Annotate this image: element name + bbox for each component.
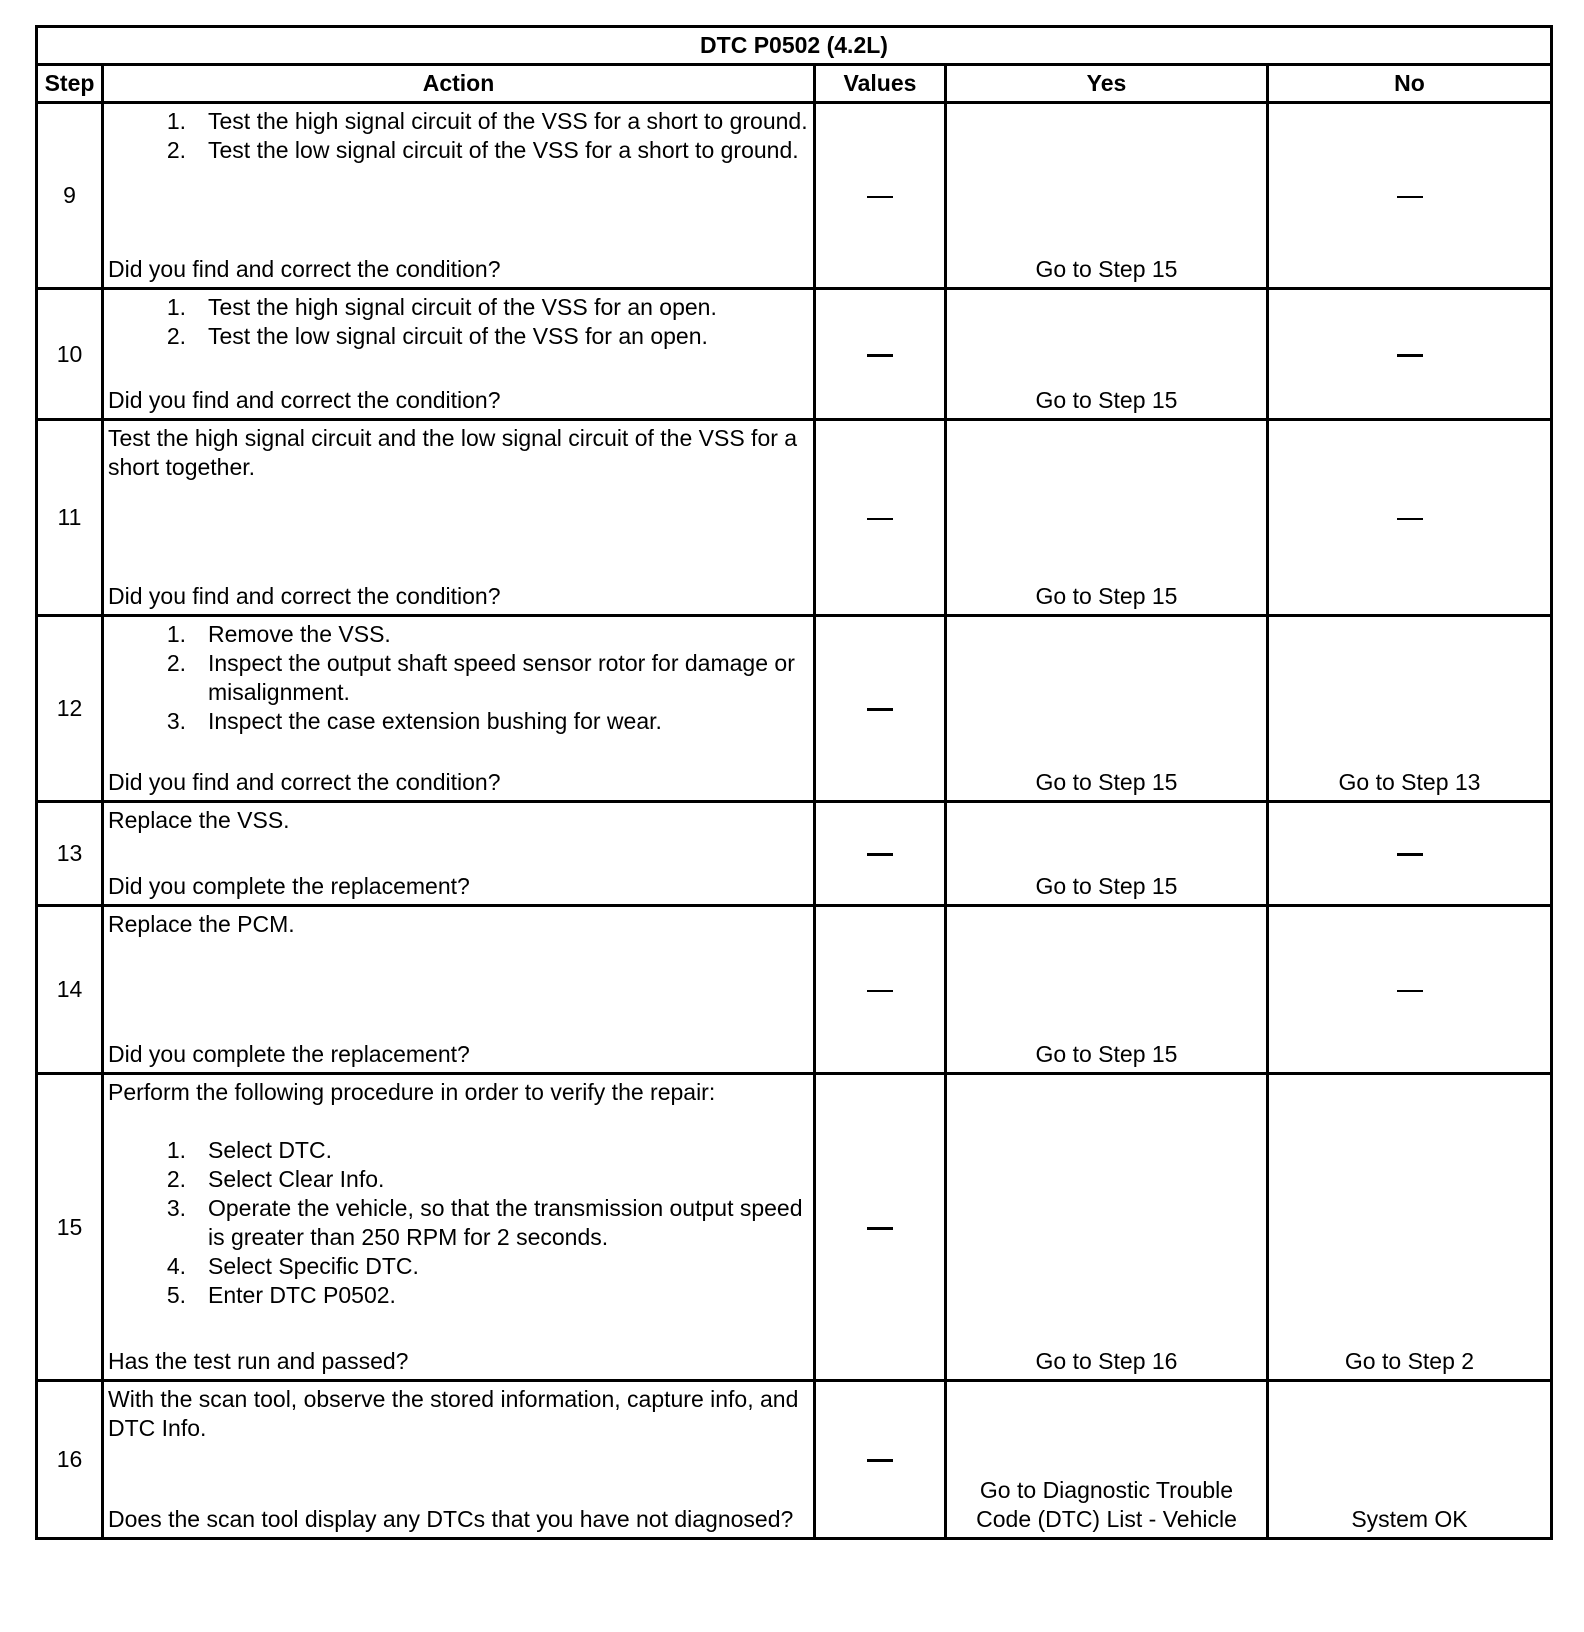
step-item-text: Remove the VSS. (208, 621, 391, 647)
header-no: No (1268, 65, 1552, 103)
step-item-text: Select DTC. (208, 1137, 332, 1163)
action-content (108, 293, 809, 415)
no-cell (1268, 1074, 1552, 1381)
action-question: Did you find and correct the condition? (108, 256, 501, 282)
yes-cell (946, 1381, 1268, 1539)
action-body (108, 806, 809, 835)
yes-content (951, 910, 1262, 1069)
yes-text: Go to Step 15 (1035, 769, 1178, 795)
action-steps-list (108, 107, 809, 165)
values-cell (815, 1074, 946, 1381)
action-question: Did you find and correct the condition? (108, 769, 501, 795)
yes-content (951, 806, 1262, 901)
yes-content (951, 424, 1262, 611)
step-number: 11 (37, 420, 103, 616)
table-title: DTC P0502 (4.2L) (37, 27, 1552, 65)
action-intro: Perform the following procedure in order to verify the repair: (108, 1079, 716, 1105)
table-row (37, 616, 1552, 802)
step-item-text: Operate the vehicle, so that the transmission output speed is greater than 250 RPM for 2 seconds. (208, 1195, 803, 1250)
action-content (108, 107, 809, 284)
step-item-number: 2. (166, 323, 186, 349)
action-question: Did you find and correct the condition? (108, 583, 501, 609)
action-intro: Replace the VSS. (108, 807, 290, 833)
no-cell (1268, 802, 1552, 906)
action-step-item (108, 107, 809, 136)
step-item-number: 2. (166, 137, 186, 163)
yes-cell (946, 802, 1268, 906)
action-question: Does the scan tool display any DTCs that you have not diagnosed? (108, 1506, 794, 1532)
values-cell (815, 103, 946, 289)
action-step-item (108, 1252, 809, 1281)
action-cell (103, 1074, 815, 1381)
table-row (37, 802, 1552, 906)
yes-text: Go to Step 15 (1035, 873, 1178, 899)
no-cell (1268, 289, 1552, 420)
no-cell (1268, 420, 1552, 616)
step-item-number: 2. (166, 650, 186, 676)
yes-content (951, 1078, 1262, 1376)
step-item-text: Inspect the case extension bushing for wear. (208, 708, 662, 734)
yes-text: Go to Step 15 (1035, 387, 1178, 413)
step-item-number: 5. (166, 1282, 186, 1308)
no-dash (1397, 853, 1423, 856)
values-dash (867, 1459, 893, 1462)
values-cell (815, 289, 946, 420)
action-question: Has the test run and passed? (108, 1348, 409, 1374)
values-dash (867, 853, 893, 856)
action-body (108, 107, 809, 165)
yes-content (951, 620, 1262, 797)
action-step-item (108, 136, 809, 165)
action-step-item (108, 1194, 809, 1252)
action-step-item (108, 620, 809, 649)
action-body (108, 910, 809, 939)
no-content (1273, 1385, 1546, 1534)
values-dash (867, 1227, 893, 1230)
yes-text: Go to Step 16 (1035, 1348, 1178, 1374)
action-content (108, 806, 809, 901)
yes-text: Go to Diagnostic Trouble Code (DTC) List - Vehicle (976, 1477, 1237, 1532)
table-row (37, 1381, 1552, 1539)
no-content (1273, 1078, 1546, 1376)
yes-cell (946, 289, 1268, 420)
yes-cell (946, 420, 1268, 616)
action-body (108, 293, 809, 351)
values-dash (867, 354, 893, 357)
no-cell (1268, 1381, 1552, 1539)
dtc-table (35, 25, 1553, 1540)
table-row (37, 289, 1552, 420)
values-cell (815, 802, 946, 906)
action-step-item (108, 293, 809, 322)
step-number: 9 (37, 103, 103, 289)
yes-cell (946, 1074, 1268, 1381)
yes-cell (946, 103, 1268, 289)
action-question: Did you complete the replacement? (108, 1041, 470, 1067)
yes-text: Go to Step 15 (1035, 1041, 1178, 1067)
step-item-text: Enter DTC P0502. (208, 1282, 396, 1308)
action-cell (103, 802, 815, 906)
action-content (108, 424, 809, 611)
header-values: Values (815, 65, 946, 103)
action-intro: With the scan tool, observe the stored information, capture info, and DTC Info. (108, 1386, 799, 1441)
values-cell (815, 616, 946, 802)
step-item-number: 1. (166, 621, 186, 647)
action-body (108, 1078, 809, 1310)
yes-text: Go to Step 15 (1035, 256, 1178, 282)
values-dash (867, 708, 893, 711)
yes-content (951, 293, 1262, 415)
action-step-item (108, 1165, 809, 1194)
values-cell (815, 420, 946, 616)
step-item-number: 2. (166, 1166, 186, 1192)
header-yes: Yes (946, 65, 1268, 103)
no-dash (1397, 354, 1423, 357)
step-number: 12 (37, 616, 103, 802)
action-body (108, 620, 809, 736)
no-cell (1268, 906, 1552, 1074)
step-number: 14 (37, 906, 103, 1074)
step-item-text: Test the low signal circuit of the VSS for an open. (208, 323, 708, 349)
table-row (37, 906, 1552, 1074)
values-cell (815, 1381, 946, 1539)
yes-cell (946, 616, 1268, 802)
no-content (1273, 620, 1546, 797)
no-text: Go to Step 13 (1338, 769, 1481, 795)
values-dash (867, 990, 893, 992)
action-question: Did you find and correct the condition? (108, 387, 501, 413)
values-dash (867, 518, 893, 520)
no-cell (1268, 616, 1552, 802)
action-step-item (108, 707, 809, 736)
step-item-number: 1. (166, 108, 186, 134)
no-cell (1268, 103, 1552, 289)
action-question: Did you complete the replacement? (108, 873, 470, 899)
step-item-text: Inspect the output shaft speed sensor rotor for damage or misalignment. (208, 650, 795, 705)
action-content (108, 1078, 809, 1376)
no-dash (1397, 990, 1423, 992)
step-item-text: Test the low signal circuit of the VSS for a short to ground. (208, 137, 799, 163)
yes-content (951, 1385, 1262, 1534)
step-number: 15 (37, 1074, 103, 1381)
header-step: Step (37, 65, 103, 103)
table-row (37, 1074, 1552, 1381)
values-cell (815, 906, 946, 1074)
table-row (37, 420, 1552, 616)
yes-text: Go to Step 15 (1035, 583, 1178, 609)
header-action: Action (103, 65, 815, 103)
action-cell (103, 289, 815, 420)
values-dash (867, 196, 893, 198)
step-item-number: 1. (166, 1137, 186, 1163)
no-dash (1397, 196, 1423, 198)
action-cell (103, 906, 815, 1074)
action-step-item (108, 322, 809, 351)
action-step-item (108, 1136, 809, 1165)
yes-cell (946, 906, 1268, 1074)
action-step-item (108, 1281, 809, 1310)
step-item-number: 1. (166, 294, 186, 320)
action-body (108, 424, 809, 482)
step-item-text: Select Clear Info. (208, 1166, 385, 1192)
table-row (37, 103, 1552, 289)
action-intro: Test the high signal circuit and the low signal circuit of the VSS for a short together. (108, 425, 798, 480)
action-step-item (108, 649, 809, 707)
step-number: 10 (37, 289, 103, 420)
step-item-number: 3. (166, 1195, 186, 1221)
action-body (108, 1385, 809, 1443)
step-item-number: 4. (166, 1253, 186, 1279)
action-content (108, 910, 809, 1069)
yes-content (951, 107, 1262, 284)
step-item-text: Select Specific DTC. (208, 1253, 419, 1279)
action-content (108, 1385, 809, 1534)
action-cell (103, 103, 815, 289)
no-dash (1397, 518, 1423, 520)
step-number: 13 (37, 802, 103, 906)
action-steps-list (108, 293, 809, 351)
no-text: System OK (1351, 1506, 1468, 1532)
action-intro: Replace the PCM. (108, 911, 295, 937)
action-cell (103, 616, 815, 802)
action-steps-list (108, 1136, 809, 1310)
action-cell (103, 420, 815, 616)
step-item-text: Test the high signal circuit of the VSS for a short to ground. (208, 108, 808, 134)
no-text: Go to Step 2 (1344, 1348, 1475, 1374)
action-steps-list (108, 620, 809, 736)
step-item-number: 3. (166, 708, 186, 734)
action-content (108, 620, 809, 797)
action-cell (103, 1381, 815, 1539)
header-row (37, 65, 1552, 103)
step-number: 16 (37, 1381, 103, 1539)
step-item-text: Test the high signal circuit of the VSS for an open. (208, 294, 717, 320)
